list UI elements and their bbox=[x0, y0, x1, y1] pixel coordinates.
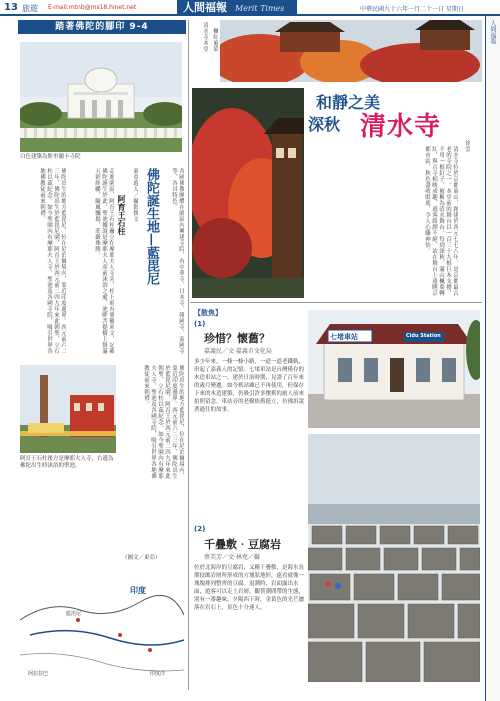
article1-title: 珍惜？懷舊？ bbox=[204, 332, 270, 345]
kiyomizu-photo-top bbox=[220, 20, 482, 82]
subhead: 阿育王石柱 bbox=[117, 195, 126, 235]
article1-body: 多少年來，一條一條小路，一道一道老鐵軌，串起了嘉義人的記憶。七堵車站是台灣僅存的木造車站之一，建於日治時期，見證了百年來的歲月變遷。如今舊站雖已不再使用，但保存下來的木造建築，仍吸引許多懷舊的旅人前來拍照留念。車站旁的老樹依舊挺立，彷彿訴說著過往的故事。 bbox=[194, 359, 304, 413]
temple-photo-caption: 白色建築為斯里蘭卡寺院 bbox=[20, 154, 81, 160]
station-sign-en: Cidu Station bbox=[406, 333, 441, 339]
article2-author: 蔡美芳／文‧林堯／攝 bbox=[204, 554, 260, 561]
map-label-city: 阿拉拉巴 bbox=[28, 671, 49, 677]
masthead bbox=[177, 0, 297, 15]
map-label-ocean: 印度洋 bbox=[150, 671, 166, 677]
section-divider bbox=[190, 302, 482, 303]
top-photo-caption-1: 清水寺本堂 bbox=[202, 22, 208, 52]
masthead-english: Merit Times bbox=[235, 4, 285, 13]
article-body-1: 佛陀出生的地方藍毘尼，位在尼泊爾境內，靠近印度邊界。西元前六二三年，佛陀出生於藍毘尼園，阿育王於西元前二四九年來此朝聖，立石柱以茲紀念。如今聖園內有摩耶夫人寺、聖池及各國寺院，吸引世界各地佛教徒前來朝禮。 bbox=[39, 168, 66, 354]
article-title: 佛陀誕生地—藍毘尼 bbox=[144, 168, 159, 285]
tofu-rock-photo bbox=[308, 434, 480, 682]
article1-number: (1) bbox=[194, 320, 206, 328]
station-illustration bbox=[308, 310, 480, 428]
page-header bbox=[0, 0, 500, 16]
ashoka-pillar-caption: 阿育王石柱後方是摩耶夫人寺，右邊為佛陀出生時沐浴的聖池。 bbox=[20, 456, 114, 469]
article2-body: 位於北海岸的豆腐岩，又稱千疊敷，是海水長期侵蝕岩層所形成的方塊狀地形，遠看就像一塊塊排列整齊的豆腐。退潮時，岩面露出水面，遊客可以走上岩層，觀賞潮間帶的生態，別有一番趣味。夕陽西下時，金黃色的光芒灑落在岩石上，景色十分迷人。 bbox=[194, 565, 304, 611]
station-photo bbox=[308, 310, 480, 428]
right-column bbox=[190, 20, 482, 690]
article2-title: 千疊敷‧豆腐岩 bbox=[204, 538, 281, 551]
issue-date: 中華民國九十六年一月二十一日 星期日 bbox=[360, 6, 464, 13]
column-divider bbox=[188, 20, 189, 690]
next-page-strip bbox=[485, 16, 500, 701]
autumn-maple-illustration bbox=[192, 88, 304, 298]
masthead-title: 人間福報 bbox=[183, 1, 227, 14]
article1-author: 嘉義民／文‧嘉義市文化局 bbox=[204, 348, 272, 355]
author-tag: （圖文／東亞） bbox=[122, 555, 161, 561]
ashoka-pillar-photo bbox=[20, 365, 116, 453]
kiyomizu-top-illustration bbox=[220, 20, 482, 82]
article-byline: 東亞遊人／攝影撰文 bbox=[132, 168, 138, 222]
top-photo-caption-2: 楓紅遍染 bbox=[212, 28, 218, 52]
feature-author: 徐雲 bbox=[464, 140, 470, 152]
strip-text: 人間福報 bbox=[489, 20, 496, 44]
temple-photo bbox=[20, 42, 182, 152]
section-label: 【散焦】 bbox=[194, 309, 222, 317]
feature-body: 清水寺位於京都東山，創建於西元七七八年，是京都最古老的寺院之一。本堂前的舞台以一百三十九根巨木支撐，不用一根釘子，被稱為清水舞台。每到深秋，滿山楓葉轉紅，與古寺相映成趣，遊客絡繹不絕。站在舞台上遠眺京都市區，秋色盡收眼底，令人心曠神怡。 bbox=[424, 146, 458, 296]
article-body-2: 走進園區，阿育王石柱矗立在摩耶夫人寺旁，柱上刻有婆羅米文，記載佛陀誕生於此。聖池據說是摩耶夫人產前沐浴之處，池畔菩提樹上掛滿五彩經幡，隨風飄揚，莊嚴殊勝。 bbox=[94, 168, 114, 354]
section-name: 旅遊 bbox=[22, 4, 38, 13]
map-label-lumbini: 藍毘尼 bbox=[66, 611, 82, 617]
email-address[interactable]: E-mail:mtnb@ms18.hinet.net bbox=[48, 4, 137, 11]
temple-photo-illustration bbox=[20, 42, 182, 152]
station-sign: 七堵車站 bbox=[330, 333, 358, 341]
feature-title-main: 清水寺 bbox=[360, 112, 442, 142]
feature-title-line1: 和靜之美 bbox=[316, 93, 381, 112]
autumn-maple-photo bbox=[192, 88, 304, 298]
feature-title-line2: 深秋 bbox=[308, 115, 341, 134]
tofu-rock-illustration bbox=[308, 434, 480, 682]
article-body-3: 各國佛教團體在園區內興建寺院，有中華寺、日本寺、韓國寺、泰國寺等，各具特色。 bbox=[171, 168, 184, 354]
article2-number: (2) bbox=[194, 525, 206, 533]
article-body-4: 佛陀出生的地方藍毘尼，位在尼泊爾境內，靠近印度邊界。西元前六二三年，佛陀出生於藍毘尼園，阿育王於西元前二四九年來此朝聖，立石柱以茲紀念。如今聖園內有摩耶夫人寺、聖池及各國寺院，吸引世界各地佛教徒前來朝禮。 bbox=[143, 365, 184, 479]
left-column bbox=[18, 20, 186, 690]
series-title: 踏著佛陀的腳印 9-4 bbox=[18, 20, 186, 34]
map-title: 印度 bbox=[130, 586, 146, 595]
page-number: 13 bbox=[4, 2, 18, 13]
ashoka-pillar-illustration bbox=[20, 365, 116, 453]
